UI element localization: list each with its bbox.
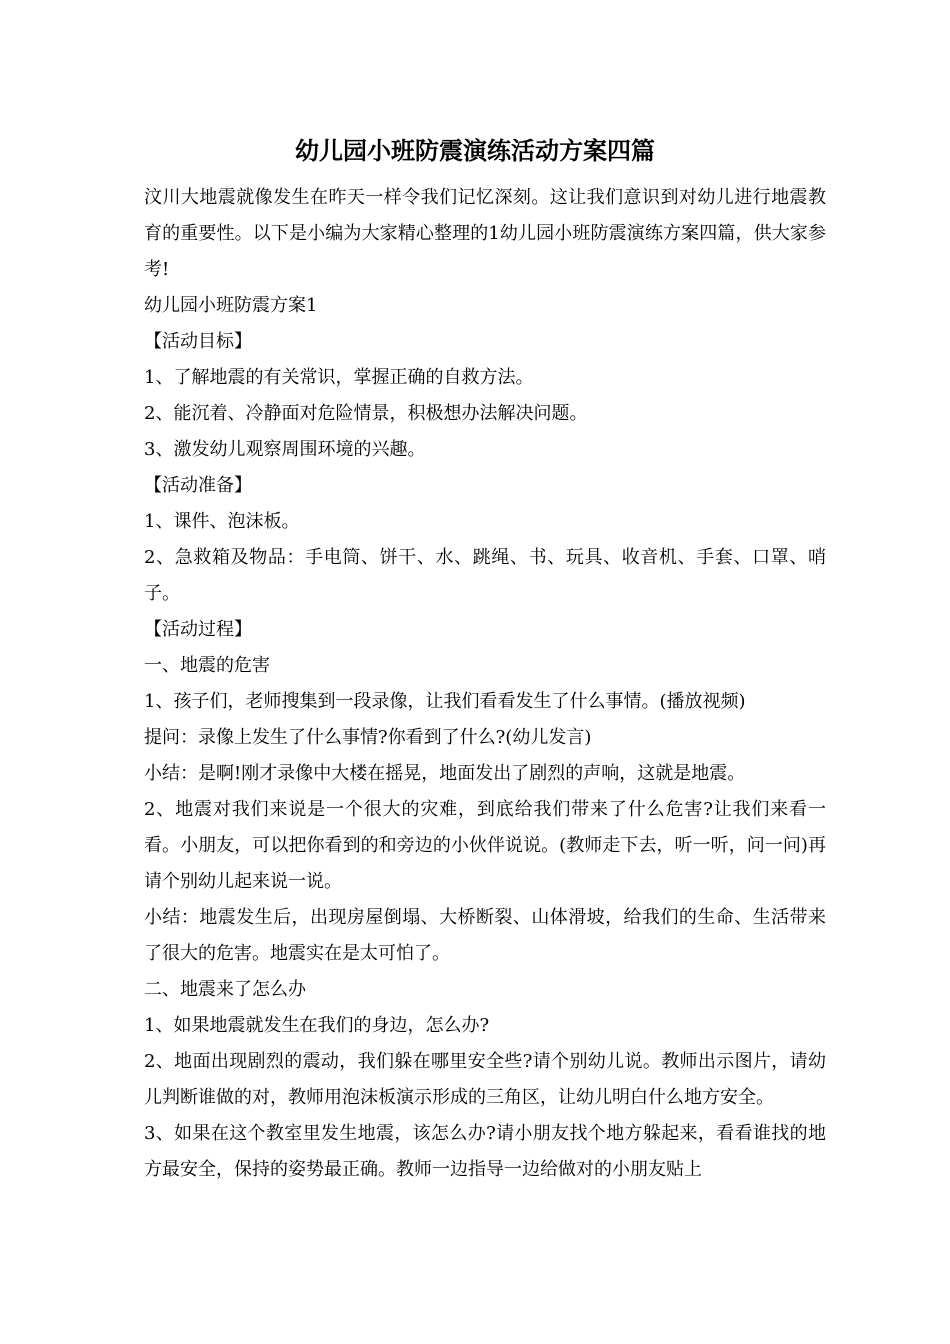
paragraph-step-1: 1、孩子们，老师搜集到一段录像，让我们看看发生了什么事情。(播放视频)	[144, 691, 746, 712]
paragraph-summary-1: 小结：是啊!刚才录像中大楼在摇晃，地面发出了剧烈的声响，这就是地震。	[144, 763, 746, 784]
paragraph-intro: 汶川大地震就像发生在昨天一样令我们记忆深刻。这让我们意识到对幼儿进行地震教育的重要性。以下是小编为大家精心整理的1幼儿园小班防震演练方案四篇，供大家参考!	[144, 187, 826, 280]
paragraph-prep-1: 1、课件、泡沫板。	[144, 511, 300, 532]
paragraph-part-one: 一、地震的危害	[144, 655, 270, 676]
paragraph-section-heading: 幼儿园小班防震方案1	[144, 295, 318, 316]
document-body	[144, 180, 826, 1188]
paragraph-goal-1: 1、了解地震的有关常识，掌握正确的自救方法。	[144, 367, 534, 388]
paragraph-step-2-3: 3、如果在这个教室里发生地震，该怎么办?请小朋友找个地方躲起来，看看谁找的地方最安全，保持的姿势最正确。教师一边指导一边给做对的小朋友贴上	[144, 1123, 826, 1180]
paragraph-goal-2: 2、能沉着、冷静面对危险情景，积极想办法解决问题。	[144, 403, 588, 424]
paragraph-prep-2: 2、急救箱及物品：手电筒、饼干、水、跳绳、书、玩具、收音机、手套、口罩、哨子。	[144, 547, 826, 604]
paragraph-step-2-2: 2、地面出现剧烈的震动，我们躲在哪里安全些?请个别幼儿说。教师出示图片，请幼儿判断谁做的对，教师用泡沫板演示形成的三角区，让幼儿明白什么地方安全。	[144, 1051, 826, 1108]
paragraph-summary-2: 小结：地震发生后，出现房屋倒塌、大桥断裂、山体滑坡，给我们的生命、生活带来了很大的危害。地震实在是太可怕了。	[144, 907, 826, 964]
paragraph-step-2: 2、地震对我们来说是一个很大的灾难，到底给我们带来了什么危害?让我们来看一看。小朋友，可以把你看到的和旁边的小伙伴说说。(教师走下去，听一听，问一问)再请个别幼儿起来说一说。	[144, 799, 826, 892]
paragraph-step-2-1: 1、如果地震就发生在我们的身边，怎么办?	[144, 1015, 490, 1036]
paragraph-prep-heading: 【活动准备】	[144, 475, 252, 496]
paragraph-question: 提问：录像上发生了什么事情?你看到了什么?(幼儿发言)	[144, 727, 592, 748]
paragraph-part-two: 二、地震来了怎么办	[144, 979, 306, 1000]
paragraph-goal-heading: 【活动目标】	[144, 331, 252, 352]
document-title: 幼儿园小班防震演练活动方案四篇	[295, 136, 655, 165]
paragraph-goal-3: 3、激发幼儿观察周围环境的兴趣。	[144, 439, 426, 460]
paragraph-process-heading: 【活动过程】	[144, 619, 252, 640]
